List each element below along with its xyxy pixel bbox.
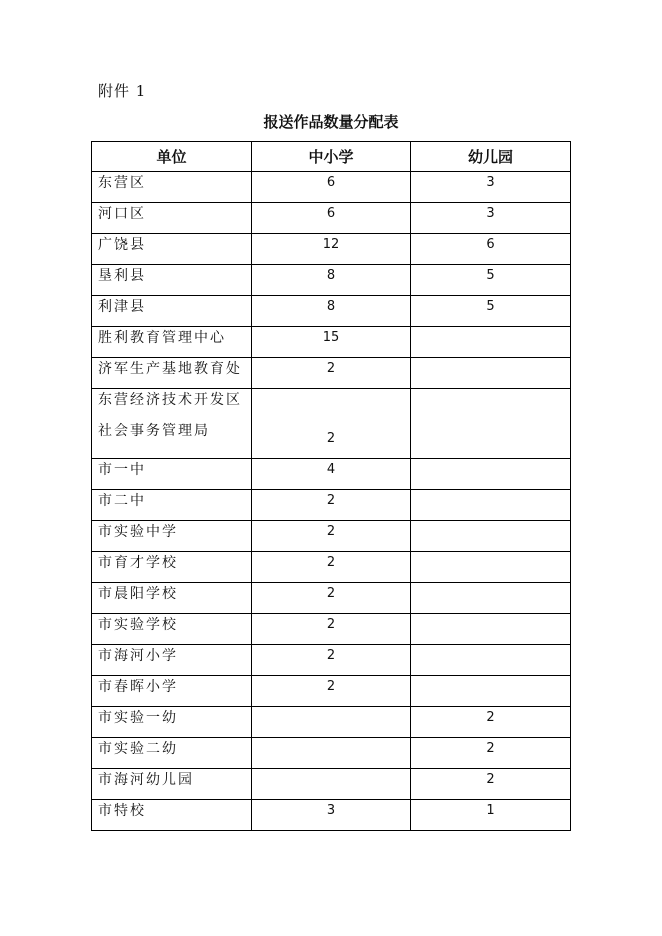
kinder-count-cell bbox=[411, 614, 571, 645]
attachment-label: 附件 1 bbox=[98, 82, 147, 100]
table-row bbox=[92, 358, 571, 389]
unit-line-1: 东营经济技术开发区 bbox=[98, 392, 242, 408]
unit-line-2: 社会事务管理局 bbox=[98, 423, 210, 439]
kinder-count-cell: 5 bbox=[411, 296, 571, 327]
kinder-count-cell bbox=[411, 676, 571, 707]
table-row bbox=[92, 614, 571, 645]
primary-count-cell: 15 bbox=[252, 327, 411, 358]
primary-count-cell bbox=[252, 738, 411, 769]
table-row bbox=[92, 265, 571, 296]
table-row bbox=[92, 738, 571, 769]
primary-count-cell: 8 bbox=[252, 265, 411, 296]
primary-count-cell: 6 bbox=[252, 172, 411, 203]
table-row bbox=[92, 521, 571, 552]
kinder-count-cell: 3 bbox=[411, 203, 571, 234]
primary-count-cell: 2 bbox=[252, 358, 411, 389]
primary-count-cell: 2 bbox=[252, 389, 411, 459]
table-row bbox=[92, 172, 571, 203]
unit-cell: 济军生产基地教育处 bbox=[92, 358, 252, 389]
unit-cell: 河口区 bbox=[92, 203, 252, 234]
header-kindergarten: 幼儿园 bbox=[411, 142, 571, 172]
table-row bbox=[92, 203, 571, 234]
primary-count-cell: 2 bbox=[252, 645, 411, 676]
primary-count-cell: 2 bbox=[252, 521, 411, 552]
allocation-table bbox=[91, 141, 571, 831]
primary-count-cell: 8 bbox=[252, 296, 411, 327]
primary-count-cell: 12 bbox=[252, 234, 411, 265]
unit-cell: 市晨阳学校 bbox=[92, 583, 252, 614]
kinder-count-cell bbox=[411, 490, 571, 521]
kinder-count-cell: 5 bbox=[411, 265, 571, 296]
kinder-count-cell: 2 bbox=[411, 707, 571, 738]
primary-count-cell: 2 bbox=[252, 552, 411, 583]
kinder-count-cell bbox=[411, 521, 571, 552]
kinder-count-cell: 2 bbox=[411, 769, 571, 800]
unit-cell: 市特校 bbox=[92, 800, 252, 831]
kinder-count-cell bbox=[411, 358, 571, 389]
kinder-count-cell bbox=[411, 645, 571, 676]
header-unit: 单位 bbox=[92, 142, 252, 172]
table-row bbox=[92, 490, 571, 521]
table-row bbox=[92, 583, 571, 614]
kinder-count-cell: 1 bbox=[411, 800, 571, 831]
table-row bbox=[92, 769, 571, 800]
unit-cell: 市实验一幼 bbox=[92, 707, 252, 738]
primary-count-cell bbox=[252, 769, 411, 800]
kinder-count-cell bbox=[411, 389, 571, 459]
kinder-count-cell bbox=[411, 327, 571, 358]
unit-cell: 市二中 bbox=[92, 490, 252, 521]
unit-cell bbox=[92, 389, 252, 459]
table-header-row bbox=[92, 142, 571, 172]
unit-cell: 市一中 bbox=[92, 459, 252, 490]
table-row bbox=[92, 676, 571, 707]
table-row bbox=[92, 707, 571, 738]
primary-count-cell: 2 bbox=[252, 676, 411, 707]
unit-cell: 广饶县 bbox=[92, 234, 252, 265]
table-row bbox=[92, 645, 571, 676]
primary-count-cell bbox=[252, 707, 411, 738]
primary-count-cell: 2 bbox=[252, 614, 411, 645]
primary-count-cell: 2 bbox=[252, 583, 411, 614]
table-row bbox=[92, 296, 571, 327]
unit-cell: 利津县 bbox=[92, 296, 252, 327]
unit-cell: 垦利县 bbox=[92, 265, 252, 296]
unit-cell: 市春晖小学 bbox=[92, 676, 252, 707]
table-row bbox=[92, 459, 571, 490]
page-title: 报送作品数量分配表 bbox=[263, 113, 399, 131]
header-primary-secondary: 中小学 bbox=[252, 142, 411, 172]
kinder-count-cell bbox=[411, 583, 571, 614]
kinder-count-cell: 2 bbox=[411, 738, 571, 769]
table-row bbox=[92, 552, 571, 583]
kinder-count-cell: 3 bbox=[411, 172, 571, 203]
unit-cell: 胜利教育管理中心 bbox=[92, 327, 252, 358]
unit-cell: 东营区 bbox=[92, 172, 252, 203]
primary-count-cell: 3 bbox=[252, 800, 411, 831]
primary-count-cell: 4 bbox=[252, 459, 411, 490]
unit-cell: 市海河幼儿园 bbox=[92, 769, 252, 800]
table-row bbox=[92, 234, 571, 265]
table-row bbox=[92, 389, 571, 459]
primary-count-cell: 2 bbox=[252, 490, 411, 521]
kinder-count-cell: 6 bbox=[411, 234, 571, 265]
unit-cell: 市实验二幼 bbox=[92, 738, 252, 769]
table-row bbox=[92, 327, 571, 358]
table-row bbox=[92, 800, 571, 831]
unit-cell: 市海河小学 bbox=[92, 645, 252, 676]
primary-count-cell: 6 bbox=[252, 203, 411, 234]
kinder-count-cell bbox=[411, 552, 571, 583]
unit-cell: 市实验学校 bbox=[92, 614, 252, 645]
unit-cell: 市育才学校 bbox=[92, 552, 252, 583]
kinder-count-cell bbox=[411, 459, 571, 490]
unit-cell: 市实验中学 bbox=[92, 521, 252, 552]
